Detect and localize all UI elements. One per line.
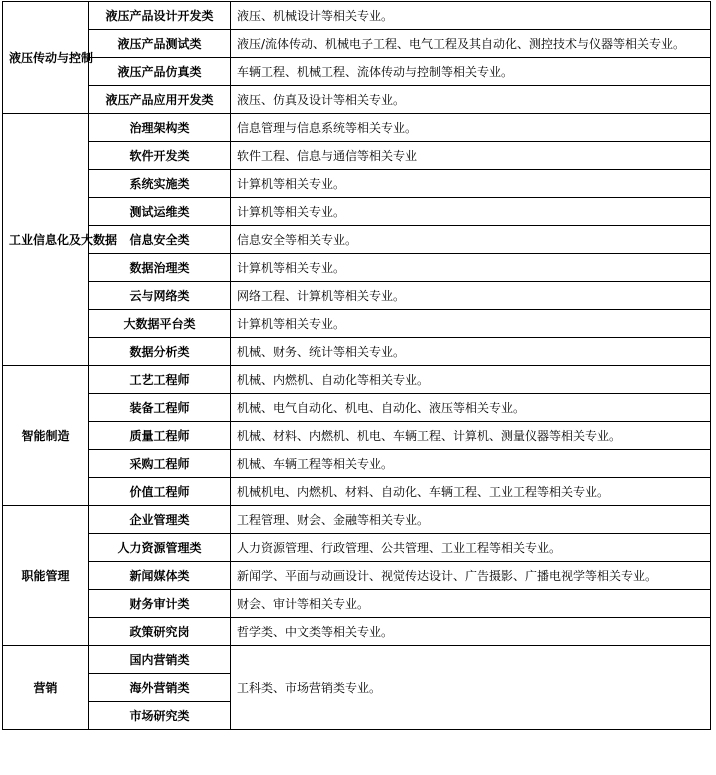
category-marketing: 营销 [3,646,89,730]
position-majors: 机械、财务、统计等相关专业。 [231,338,711,366]
position-title: 信息安全类 [89,226,231,254]
category-functional-management: 职能管理 [3,506,89,646]
table-row [3,254,711,282]
table-row [3,86,711,114]
table-row [3,2,711,30]
position-majors: 液压、机械设计等相关专业。 [231,2,711,30]
position-title: 装备工程师 [89,394,231,422]
position-majors: 机械、电气自动化、机电、自动化、液压等相关专业。 [231,394,711,422]
position-title: 治理架构类 [89,114,231,142]
position-title: 国内营销类 [89,646,231,674]
position-title: 液压产品设计开发类 [89,2,231,30]
position-majors: 新闻学、平面与动画设计、视觉传达设计、广告摄影、广播电视学等相关专业。 [231,562,711,590]
table-row [3,58,711,86]
position-title: 质量工程师 [89,422,231,450]
position-title: 数据治理类 [89,254,231,282]
position-title: 政策研究岗 [89,618,231,646]
table-row [3,590,711,618]
position-majors: 液压/流体传动、机械电子工程、电气工程及其自动化、测控技术与仪器等相关专业。 [231,30,711,58]
table-row [3,646,711,674]
recruitment-table [2,1,711,730]
position-majors: 计算机等相关专业。 [231,310,711,338]
position-title: 市场研究类 [89,702,231,730]
table-row [3,282,711,310]
position-majors: 机械、内燃机、自动化等相关专业。 [231,366,711,394]
position-title: 价值工程师 [89,478,231,506]
position-majors: 计算机等相关专业。 [231,198,711,226]
position-title: 系统实施类 [89,170,231,198]
category-hydraulics: 液压传动与控制 [3,2,89,114]
position-majors: 机械机电、内燃机、材料、自动化、车辆工程、工业工程等相关专业。 [231,478,711,506]
position-title: 软件开发类 [89,142,231,170]
position-majors: 人力资源管理、行政管理、公共管理、工业工程等相关专业。 [231,534,711,562]
position-majors: 软件工程、信息与通信等相关专业 [231,142,711,170]
position-title: 液压产品应用开发类 [89,86,231,114]
position-majors: 液压、仿真及设计等相关专业。 [231,86,711,114]
table-row [3,562,711,590]
table-row [3,534,711,562]
table-row [3,478,711,506]
position-title: 数据分析类 [89,338,231,366]
category-smart-manufacturing: 智能制造 [3,366,89,506]
position-title: 财务审计类 [89,590,231,618]
position-title: 海外营销类 [89,674,231,702]
position-majors: 财会、审计等相关专业。 [231,590,711,618]
position-title: 液压产品测试类 [89,30,231,58]
position-majors: 信息管理与信息系统等相关专业。 [231,114,711,142]
position-title: 新闻媒体类 [89,562,231,590]
table-row [3,618,711,646]
position-title: 云与网络类 [89,282,231,310]
position-majors: 机械、材料、内燃机、机电、车辆工程、计算机、测量仪器等相关专业。 [231,422,711,450]
table-row [3,450,711,478]
position-majors: 哲学类、中文类等相关专业。 [231,618,711,646]
category-industrial-it: 工业信息化及大数据 [3,114,89,366]
position-majors: 机械、车辆工程等相关专业。 [231,450,711,478]
table-row [3,422,711,450]
position-title: 人力资源管理类 [89,534,231,562]
position-majors: 车辆工程、机械工程、流体传动与控制等相关专业。 [231,58,711,86]
position-majors: 工程管理、财会、金融等相关专业。 [231,506,711,534]
table-row [3,366,711,394]
position-majors: 计算机等相关专业。 [231,254,711,282]
position-title: 工艺工程师 [89,366,231,394]
position-majors-shared: 工科类、市场营销类专业。 [231,646,711,730]
table-row [3,394,711,422]
position-title: 液压产品仿真类 [89,58,231,86]
table-row [3,338,711,366]
table-row [3,170,711,198]
table-row [3,310,711,338]
position-title: 大数据平台类 [89,310,231,338]
position-title: 企业管理类 [89,506,231,534]
table-row [3,114,711,142]
position-title: 采购工程师 [89,450,231,478]
position-majors: 信息安全等相关专业。 [231,226,711,254]
table-row [3,142,711,170]
position-majors: 计算机等相关专业。 [231,170,711,198]
table-row [3,30,711,58]
position-title: 测试运维类 [89,198,231,226]
table-row [3,198,711,226]
position-majors: 网络工程、计算机等相关专业。 [231,282,711,310]
table-row [3,506,711,534]
